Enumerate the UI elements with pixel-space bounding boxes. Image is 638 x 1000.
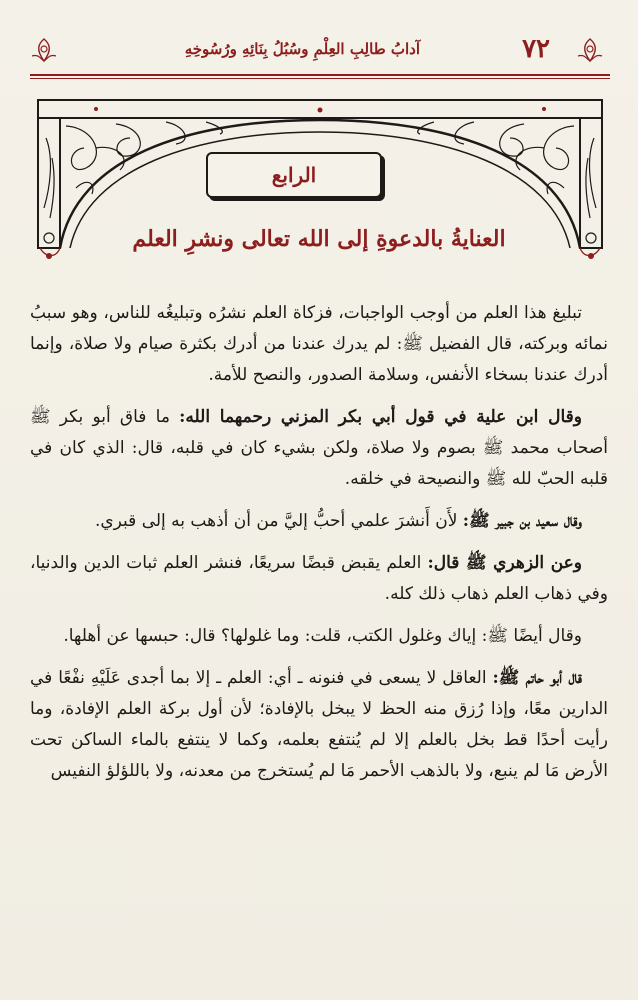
header-rule (30, 74, 610, 76)
paragraph-lead: وقال سعيد بن جبير ﷺ: (462, 511, 582, 531)
paragraph-text: وقال أيضًا ﷺ: إياك وغلول الكتب، قلت: وما غلولها؟ قال: حبسها عن أهلها. (63, 626, 582, 646)
floral-ornament-icon (576, 36, 604, 64)
paragraph-text: لأَن أَنشرَ علمي أحبُّ إليَّ من أن أذهب به إلى قبري. (94, 511, 463, 531)
paragraph (30, 298, 608, 391)
paragraph-text: ما فاق أبو بكر ﷺ أصحاب محمد ﷺ بصوم ولا صلاة، ولكن بشيء كان في قلبه، قال: الذي كان في قلبه الحبّ لله ﷺ والنصيحة في خلقه. (30, 407, 608, 489)
paragraph (30, 402, 608, 495)
paragraph (30, 663, 608, 787)
paragraph-text: العلم يقبض قبضًا سريعًا، فنشر العلم ثبات الدين والدنيا، وفي ذهاب العلم ذهاب ذلك كله. (30, 553, 608, 604)
running-header (30, 30, 610, 80)
paragraph-lead: قال أبو حاتم ﷺ: (492, 668, 582, 688)
paragraph (30, 548, 608, 610)
paragraph-lead: وقال ابن علية في قول أبي بكر المزني رحمهما الله: (179, 407, 582, 427)
running-title: آدابُ طالِبِ العِلْمِ وسُبُلُ بِنَائِهِ ورُسُوخِهِ (184, 40, 420, 58)
chapter-label: الرابع (271, 163, 317, 187)
page-number: ٧٢ (522, 34, 550, 64)
header-rule-thin (30, 78, 610, 79)
chapter-label-box (206, 152, 382, 198)
paragraph (30, 506, 608, 537)
chapter-title: العنايةُ بالدعوةِ إلى الله تعالى ونشرِ العلم (132, 226, 506, 252)
paragraph-lead: وعن الزهري ﷺ قال: (427, 553, 583, 573)
paragraph (30, 621, 608, 652)
body-text (30, 298, 608, 798)
paragraph-text: تبليغ هذا العلم من أوجب الواجبات، فزكاة العلم نشرُه وتبليغُه للناس، وهو سببُ نمائه وبركته، قال الفضيل ﷺ: لم يدرك عندنا من أدرك بكثرة صيام ولا صلاة، وإنما أدرك عندنا بسخاء الأنفس، وسلامة الصدور، والنصح للأمة. (30, 303, 608, 385)
paragraph-text: العاقل لا يسعى في فنونه ـ أي: العلم ـ إلا بما أجدى عَلَيْهِ نفْعًا في الدارين معًا، وإذا رُزق منه الحظ لا يبخل بالإفادة؛ لأن أول بركة العلم الإفادة، وما رأيت أحدًا قط بخل بالعلم إلا لم يُنتفع بعلمه، وكما لا ينتفع بالماء الساكن تحت الأرض مَا لم ينبع، ولا بالذهب الأحمر مَا لم يُستخرج من معدنه، ولا باللؤلؤ النفيس (30, 668, 608, 781)
